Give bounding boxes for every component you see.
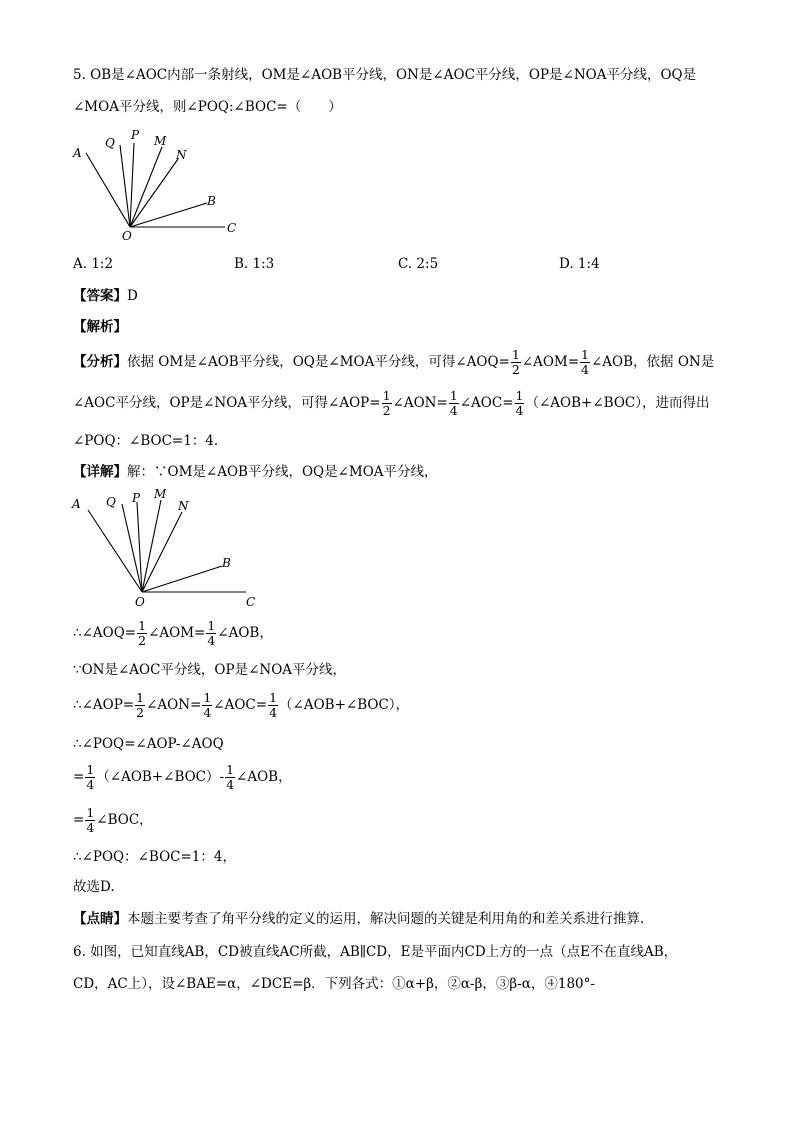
- q6-line2: CD，AC上），设∠BAE=α，∠DCE=β．下列各式：①α+β，②α-β，③β-α，④180°-: [73, 976, 595, 992]
- label-a: A: [73, 146, 82, 160]
- detail-step1: ∴∠AOQ= $\frac{1}{2}$ ∠AOM= $\frac{1}{4}$ ∠AOB，: [73, 618, 273, 648]
- option-b[interactable]: B. 1:3: [234, 256, 275, 272]
- label-p: P: [131, 128, 140, 142]
- label-o: O: [122, 229, 132, 243]
- ray-op: [137, 502, 142, 592]
- q5-options: [73, 255, 713, 273]
- ray-oa: [86, 153, 130, 227]
- answer-value: D: [127, 288, 138, 304]
- detail-step8: 故选D.: [73, 879, 115, 895]
- q6-line1: 6. 如图，已知直线AB，CD被直线AC所截，AB∥CD，E是平面内CD上方的一点（点E不在直线AB，: [73, 944, 678, 960]
- detail-step6: = $\frac{1}{4}$ ∠BOC，: [73, 805, 153, 835]
- ray-ob: [142, 566, 222, 592]
- label-a: A: [72, 497, 81, 511]
- label-q: Q: [106, 495, 116, 509]
- label-n: N: [178, 499, 189, 513]
- label-q: Q: [105, 136, 115, 150]
- q5-line2: ∠MOA平分线，则∠POQ:∠BOC=（ ）: [73, 99, 342, 115]
- fenxi-line2: ∠AOC平分线，OP是∠NOA平分线，可得∠AOP= $\frac{1}{2}$ ∠AON= $\frac{1}{4}$ ∠AOC= $\frac{1}{4}$ （∠AOB+∠BOC），进而得出: [73, 388, 710, 418]
- detail-step4: ∴∠POQ=∠AOP-∠AOQ: [73, 736, 224, 752]
- ray-op: [130, 143, 134, 227]
- label-b: B: [207, 194, 216, 208]
- answer-tag: 【答案】: [73, 288, 127, 304]
- option-d[interactable]: D. 1:4: [559, 256, 600, 272]
- ray-oa: [88, 510, 142, 592]
- q5-line1: 5. OB是∠AOC内部一条射线，OM是∠AOB平分线，ON是∠AOC平分线，OP是∠NOA平分线，OQ是: [73, 67, 697, 83]
- label-n: N: [176, 148, 187, 162]
- ray-oq: [120, 145, 130, 227]
- detail-step3: ∴∠AOP= $\frac{1}{2}$ ∠AON= $\frac{1}{4}$ ∠AOC= $\frac{1}{4}$ （∠AOB+∠BOC），: [73, 690, 410, 720]
- ray-on: [130, 159, 178, 227]
- option-c[interactable]: C. 2:5: [398, 256, 439, 272]
- fenxi-line3: ∠POQ：∠BOC=1：4.: [73, 433, 219, 449]
- answer-line: [73, 287, 138, 305]
- detail-figure: [70, 488, 270, 613]
- ray-ob: [130, 203, 207, 227]
- detail-step2: ∵ON是∠AOC平分线，OP是∠NOA平分线，: [73, 662, 347, 678]
- label-c: C: [246, 595, 256, 609]
- label-c: C: [227, 221, 237, 235]
- ray-om: [130, 147, 162, 227]
- fenxi-line1: 【分析】依据 OM是∠AOB平分线，OQ是∠MOA平分线，可得∠AOQ= $\frac{1}{2}$ ∠AOM= $\frac{1}{4}$ ∠AOB，依据 ON是: [73, 347, 715, 377]
- ray-oq: [122, 504, 142, 592]
- detail-step5: = $\frac{1}{4}$ （∠AOB+∠BOC）- $\frac{1}{4}$ ∠AOB，: [73, 762, 292, 792]
- label-b: B: [222, 556, 231, 570]
- label-o: O: [135, 595, 145, 609]
- label-p: P: [132, 491, 141, 505]
- ray-om: [142, 500, 161, 592]
- q5-figure: [70, 125, 250, 245]
- label-m: M: [154, 134, 167, 148]
- detail-intro: 【详解】解：∵OM是∠AOB平分线，OQ是∠MOA平分线，: [73, 464, 438, 480]
- detail-step7: ∴∠POQ：∠BOC=1：4，: [73, 849, 236, 865]
- option-a[interactable]: A. 1:2: [73, 256, 114, 272]
- ray-on: [142, 512, 182, 592]
- dianjing-line: 【点睛】本题主要考查了角平分线的定义的运用，解决问题的关键是利用角的和差关系进行推算.: [73, 911, 645, 927]
- analysis-tag: 【解析】: [73, 319, 127, 335]
- label-m: M: [154, 488, 167, 501]
